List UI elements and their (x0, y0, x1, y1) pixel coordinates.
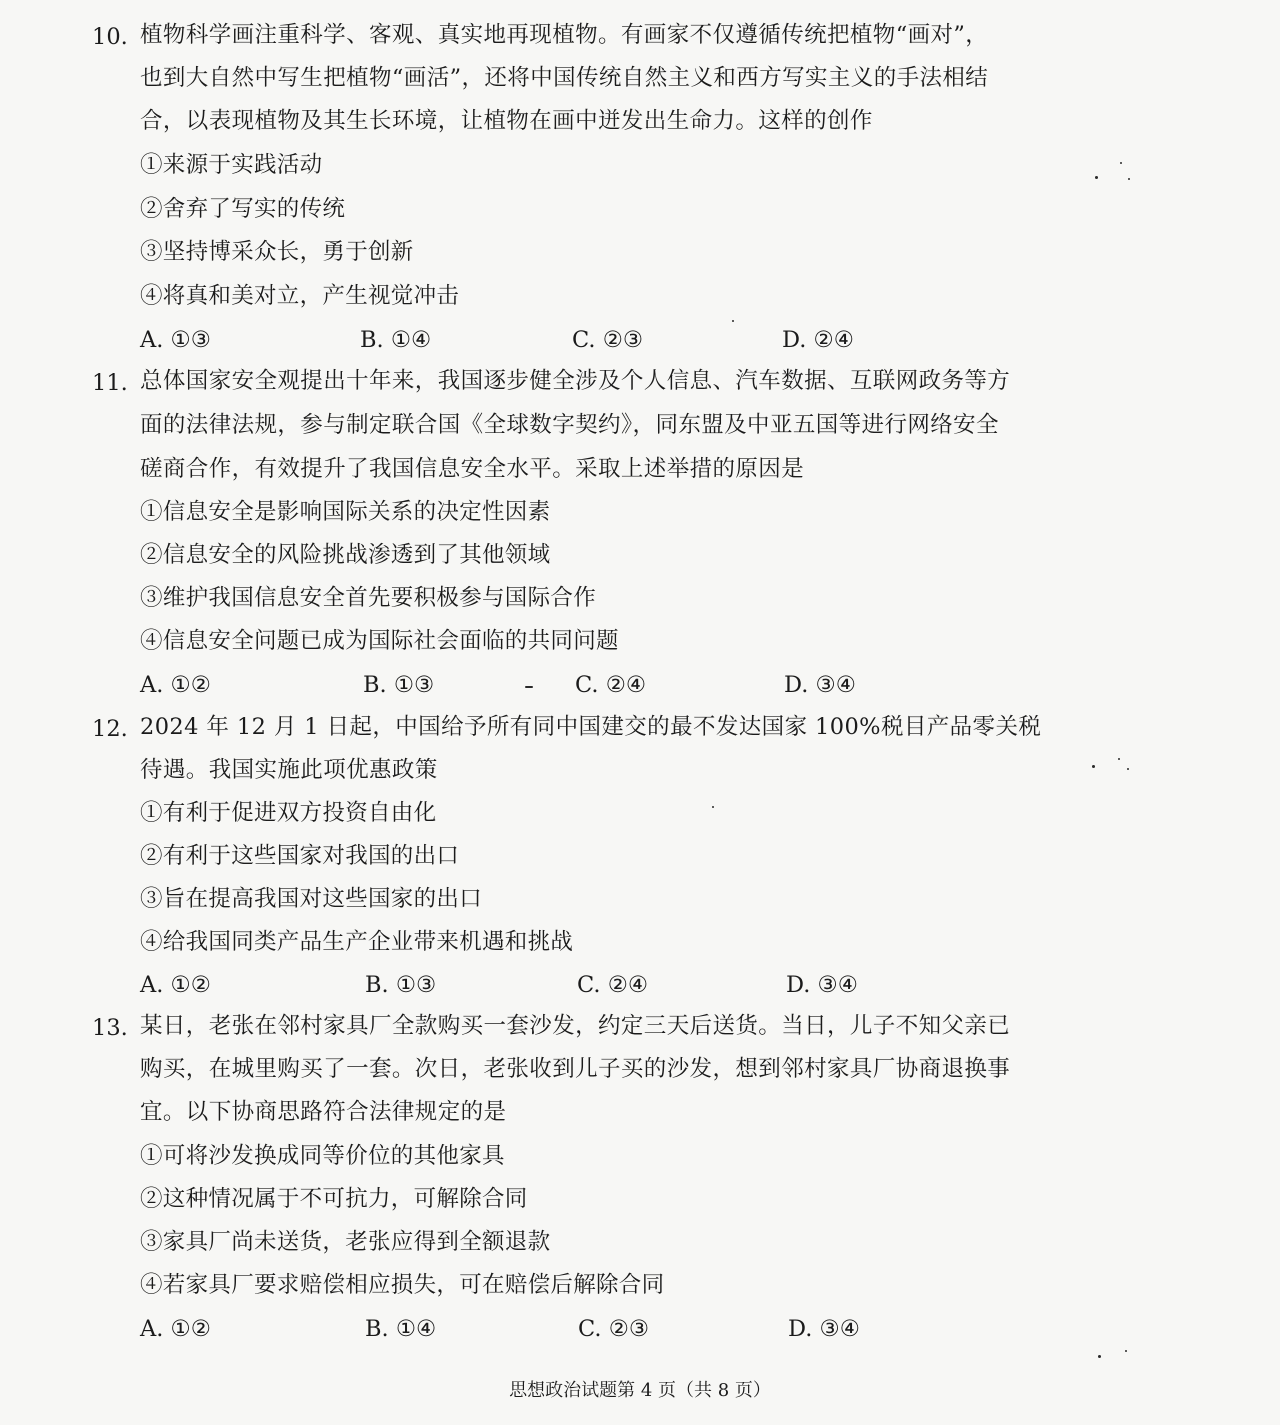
question-stem-line: 总体国家安全观提出十年来，我国逐步健全涉及个人信息、汽车数据、互联网政务等方 (140, 368, 1011, 394)
answer-choice-d: D. ③④ (784, 672, 856, 698)
question-stem-line: 植物科学画注重科学、客观、真实地再现植物。有画家不仅遵循传统把植物“画对”， (140, 22, 989, 48)
statement-option: ③维护我国信息安全首先要积极参与国际合作 (140, 585, 597, 611)
statement-option: ③旨在提高我国对这些国家的出口 (140, 886, 483, 912)
question-stem-line: 也到大自然中写生把植物“画活”，还将中国传统自然主义和西方写实主义的手法相结 (140, 65, 989, 91)
answer-choice-c: C. ②③ (572, 327, 644, 353)
statement-option: ①信息安全是影响国际关系的决定性因素 (140, 499, 551, 525)
statement-option: ③坚持博采众长，勇于创新 (140, 239, 414, 265)
statement-option: ②舍弃了写实的传统 (140, 196, 346, 222)
question-stem-line: 宜。以下协商思路符合法律规定的是 (140, 1099, 507, 1125)
answer-choice-c: C. ②③ (578, 1316, 650, 1342)
statement-option: ②信息安全的风险挑战渗透到了其他领域 (140, 542, 551, 568)
answer-choice-b: B. ①③ (365, 972, 437, 998)
scan-speck (1127, 768, 1129, 770)
answer-choice-c: C. ②④ (575, 672, 647, 698)
statement-option: ①来源于实践活动 (140, 152, 323, 178)
scan-speck (1118, 758, 1120, 760)
answer-choice-c: C. ②④ (577, 972, 649, 998)
statement-option: ④给我国同类产品生产企业带来机遇和挑战 (140, 929, 574, 955)
scan-speck (1098, 1355, 1101, 1358)
answer-choice-d: D. ③④ (788, 1316, 860, 1342)
page-footer: 思想政治试题第 4 页（共 8 页） (509, 1380, 771, 1401)
statement-option: ④若家具厂要求赔偿相应损失，可在赔偿后解除合同 (140, 1272, 665, 1298)
question-number: 10. (92, 24, 128, 50)
question-stem-line: 待遇。我国实施此项优惠政策 (140, 757, 438, 783)
question-stem-line: 合，以表现植物及其生长环境，让植物在画中迸发出生命力。这样的创作 (140, 108, 873, 134)
question-stem-line: 购买，在城里购买了一套。次日，老张收到儿子买的沙发，想到邻村家具厂协商退换事 (140, 1056, 1011, 1082)
answer-choice-a: A. ①③ (140, 327, 211, 353)
scan-speck (1092, 765, 1095, 768)
question-stem-line: 面的法律法规，参与制定联合国《全球数字契约》，同东盟及中亚五国等进行网络安全 (140, 412, 999, 438)
answer-choice-a: A. ①② (140, 1316, 211, 1342)
statement-option: ①有利于促进双方投资自由化 (140, 800, 437, 826)
question-stem-line: 磋商合作，有效提升了我国信息安全水平。采取上述举措的原因是 (140, 456, 805, 482)
statement-option: ④信息安全问题已成为国际社会面临的共同问题 (140, 628, 619, 654)
question-number: 12. (92, 716, 128, 742)
statement-option: ③家具厂尚未送货，老张应得到全额退款 (140, 1229, 551, 1255)
scan-speck (1125, 1350, 1127, 1352)
scan-speck (712, 806, 714, 808)
answer-choice-b: B. ①③ (363, 672, 435, 698)
question-stem-line: 2024 年 12 月 1 日起，中国给予所有同中国建交的最不发达国家 100%税目产品零关税 (140, 714, 1042, 740)
question-number: 13. (92, 1015, 128, 1041)
answer-choice-b: B. ①④ (360, 327, 432, 353)
statement-option: ②这种情况属于不可抗力，可解除合同 (140, 1186, 528, 1212)
answer-choice-a: A. ①② (140, 672, 211, 698)
answer-choice-d: D. ②④ (782, 327, 854, 353)
statement-option: ④将真和美对立，产生视觉冲击 (140, 283, 460, 309)
scan-speck (1128, 178, 1130, 180)
scan-speck (732, 320, 734, 322)
scan-speck (525, 686, 533, 688)
question-number: 11. (92, 370, 128, 396)
statement-option: ①可将沙发换成同等价位的其他家具 (140, 1143, 505, 1169)
scan-speck (1120, 162, 1122, 164)
statement-option: ②有利于这些国家对我国的出口 (140, 843, 460, 869)
question-stem-line: 某日，老张在邻村家具厂全款购买一套沙发，约定三天后送货。当日，儿子不知父亲已 (140, 1013, 1011, 1039)
answer-choice-b: B. ①④ (365, 1316, 437, 1342)
answer-choice-a: A. ①② (140, 972, 211, 998)
answer-choice-d: D. ③④ (786, 972, 858, 998)
scan-speck (1095, 176, 1098, 179)
